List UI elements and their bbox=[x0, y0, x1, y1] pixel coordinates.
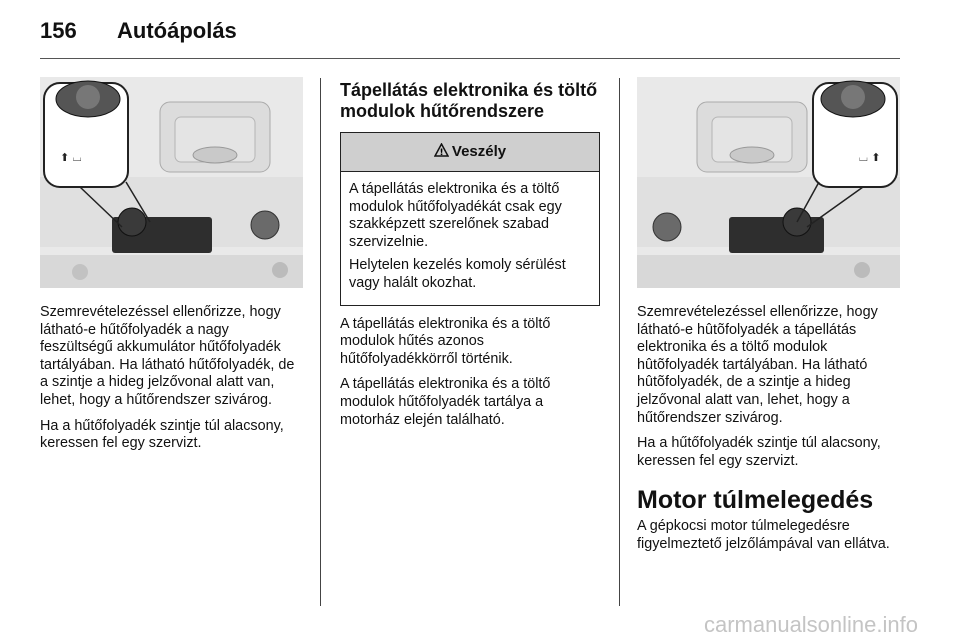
middle-column bbox=[340, 80, 602, 437]
page-title: Autóápolás bbox=[117, 18, 237, 43]
coolant-reservoir-photo-right bbox=[637, 77, 900, 288]
right-paragraph-1: Szemrevételezéssel ellenőrizze, hogy látható-e hûtõfolyadék a tápellátás elektronika és a töltő modulok hûtõfolyadék tartályában. Ha látható hûtõfolyadék, de a szintje a hideg jelzővonal alatt van, lehet, hogy a hűtőrendszer szivárog. bbox=[637, 304, 878, 426]
left-paragraph-1: Szemrevételezéssel ellenőrizze, hogy látható-e hűtőfolyadék a nagy feszültségű akkumulátor hűtőfolyadék tartályában. Ha látható hűtőfolyadék, de a szintje a hideg jelzővonal alatt van, lehet, hogy a hűtőrendszer szivárog. bbox=[40, 304, 295, 408]
svg-text:!: ! bbox=[439, 147, 444, 157]
left-paragraph-2: Ha a hűtőfolyadék szintje túl alacsony, keressen fel egy szervizt. bbox=[40, 417, 284, 452]
right-column bbox=[637, 77, 902, 562]
danger-paragraph-1: A tápellátás elektronika és a töltő modulok hűtőfolyadékát csak egy szakképzett szerelőnek szabad szervizelnie. bbox=[349, 181, 562, 250]
right-paragraph-3: A gépkocsi motor túlmelegedésre figyelmeztető jelzőlámpával van ellátva. bbox=[637, 518, 890, 552]
section-heading-overheating: Motor túlmelegedés bbox=[637, 486, 874, 515]
column-divider-left bbox=[320, 78, 321, 606]
middle-paragraph-1: A tápellátás elektronika és a töltő modulok hűtés azonos hűtőfolyadékkörről történik. bbox=[340, 315, 551, 367]
right-paragraph-2: Ha a hűtőfolyadék szintje túl alacsony, keressen fel egy szervizt. bbox=[637, 435, 881, 469]
warning-triangle-icon bbox=[434, 143, 449, 162]
svg-text:⌴ ⬆: ⌴ ⬆ bbox=[859, 151, 881, 164]
danger-paragraph-2: Helytelen kezelés komoly sérülést vagy halált okozhat. bbox=[349, 257, 566, 291]
danger-header bbox=[341, 133, 599, 172]
header-rule bbox=[40, 58, 900, 59]
watermark: carmanualsonline.info bbox=[703, 612, 918, 637]
coolant-reservoir-photo-left bbox=[40, 77, 303, 288]
danger-title: Veszély bbox=[451, 143, 507, 161]
engine-bay-illustration-right bbox=[637, 77, 900, 288]
middle-paragraph-2: A tápellátás elektronika és a töltő modulok hűtőfolyadék tartálya a motorház elején található. bbox=[340, 376, 551, 428]
column-divider-right bbox=[619, 78, 620, 606]
danger-body bbox=[341, 172, 599, 305]
svg-text:⬆ ⌴: ⬆ ⌴ bbox=[60, 151, 82, 164]
danger-box bbox=[340, 132, 600, 306]
section-heading-cooling: Tápellátás elektronika és töltő modulok hűtőrendszere bbox=[340, 80, 598, 121]
left-column bbox=[40, 77, 305, 461]
engine-bay-illustration bbox=[40, 77, 303, 288]
page-number: 156 bbox=[40, 18, 77, 43]
